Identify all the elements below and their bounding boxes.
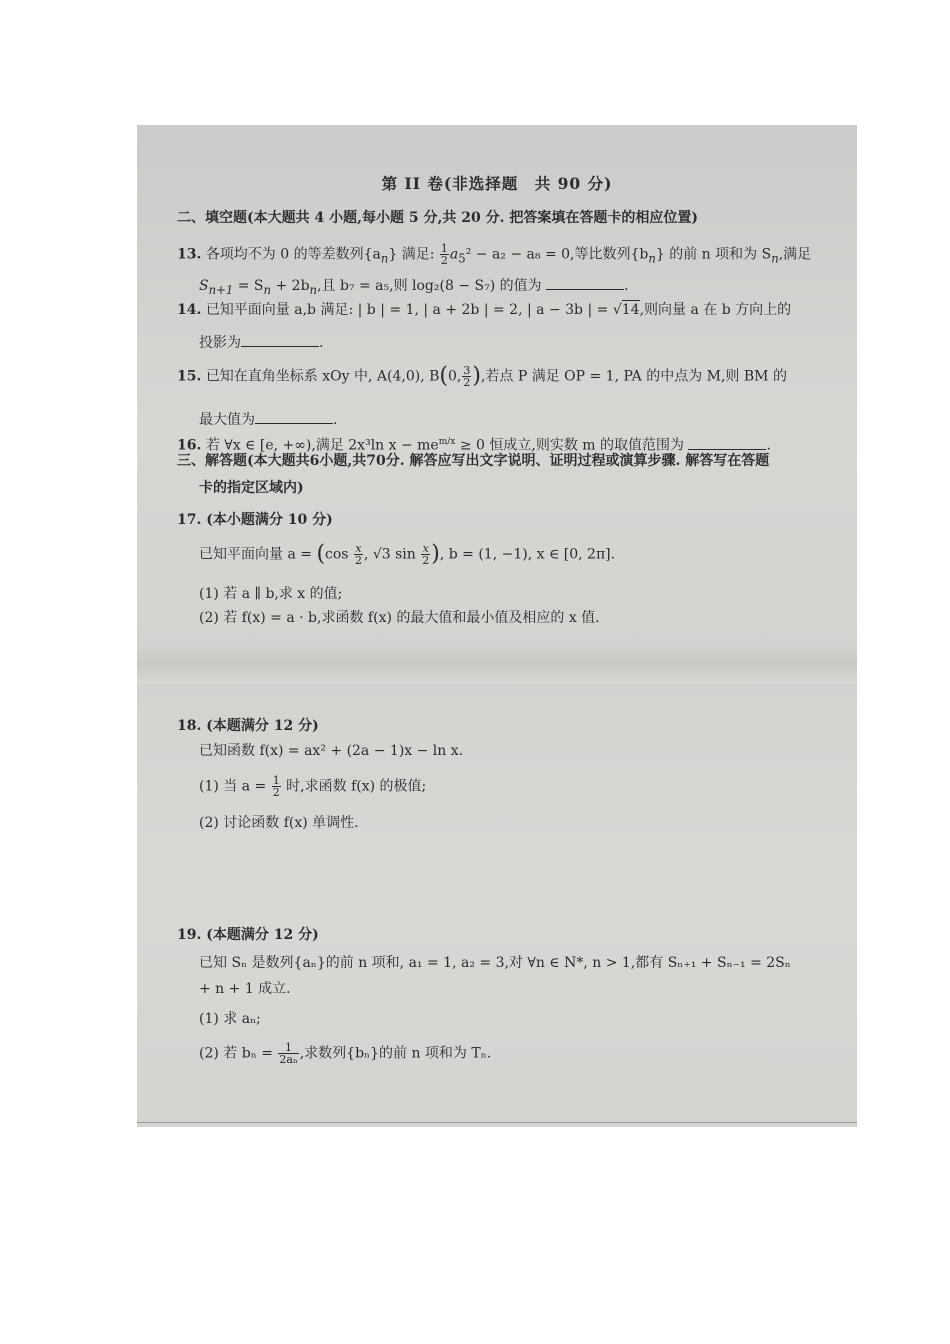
solve-section-heading-2: 卡的指定区域内) <box>199 480 304 496</box>
q13-number: 13. <box>177 246 202 263</box>
q14-number: 14. <box>177 302 202 318</box>
q17-part-1: (1) 若 a ∥ b,求 x 的值; <box>199 586 343 602</box>
solve-section-heading-1: 三、解答题(本大题共6小题,共70分. 解答应写出文字说明、证明过程或演算步骤. 解答写在答题 <box>177 453 770 469</box>
q17-fraction-2: $\frac{x}{2}$ <box>422 542 430 567</box>
fill-section-heading: 二、填空题(本大题共 4 小题,每小题 5 分,共 20 分. 把答案填在答题卡的相应位置) <box>177 210 698 226</box>
exam-paper <box>137 125 857 1127</box>
q13-fraction: $\frac{1}{2}$ <box>440 242 448 267</box>
q19-part-1: (1) 求 aₙ; <box>199 1011 261 1027</box>
q18-heading: 18. (本题满分 12 分) <box>177 718 319 734</box>
q19-fraction: $\frac{1}{\text{2aₙ}}$ <box>279 1041 298 1066</box>
q19-heading: 19. (本题满分 12 分) <box>177 927 319 943</box>
q16-line: 16. 若 ∀x ∈ [e, +∞),满足 2x³ln $x - me^{m/x} \ge 0$ 恒成立,则实数 m 的取值范围为 . <box>177 437 771 454</box>
q18-statement: 已知函数 f(x) = ax² + (2a − 1)x − ln x. <box>199 743 464 759</box>
q19-statement-2: + n + 1 成立. <box>199 981 291 997</box>
q14-answer-blank <box>241 334 319 347</box>
q18-part-2: (2) 讨论函数 f(x) 单调性. <box>199 815 359 831</box>
q15-line2: 最大值为 . <box>199 412 338 428</box>
q15-answer-blank <box>255 411 333 424</box>
q15-line1: 15. 已知在直角坐标系 xOy 中, A(4,0), B(0, $\frac{3}{2}$ ),若点 P 满足 OP = 1, PA 的中点为 M,则 BM 的 <box>177 363 787 389</box>
bottom-rule <box>137 1122 857 1123</box>
q19-part-2: (2) 若 bₙ = $\frac{1}{\text{2aₙ}}$ ,求数列{bₙ}的前 n 项和为 Tₙ. <box>199 1041 492 1066</box>
q18-part-1: (1) 当 a = $\frac{1}{2}$ 时,求函数 f(x) 的极值; <box>199 774 427 799</box>
q17-heading: 17. (本小题满分 10 分) <box>177 512 333 528</box>
q13-answer-blank <box>546 277 624 290</box>
q16-answer-blank <box>688 437 766 450</box>
q14-line1: 14. 已知平面向量 a,b 满足: | b | = 1, | a + 2b | = 2, | a − 3b | = √14,则向量 a 在 b 方向上的 <box>177 302 792 318</box>
q17-fraction-1: $\frac{x}{2}$ <box>354 542 362 567</box>
q19-statement-1: 已知 Sₙ 是数列{aₙ}的前 n 项和, a₁ = 1, a₂ = 3,对 ∀n ∈ N*, n > 1,都有 Sₙ₊₁ + Sₙ₋₁ = 2Sₙ <box>199 955 791 971</box>
q17-part-2: (2) 若 f(x) = a · b,求函数 f(x) 的最大值和最小值及相应的 x 值. <box>199 610 600 626</box>
q13-line1: 13. 各项均不为 0 的等差数列$\{a_n\}$ 满足: $\frac{1}{2}$ $a_5^2 - a_2 - a_8 = 0$,等比数列$\{b_n\}$ 的前 n 项和为 $S_n$,满足 <box>177 242 812 267</box>
paper-fold <box>137 645 857 683</box>
q18-fraction: $\frac{1}{2}$ <box>272 774 280 799</box>
page-title: 第 II 卷(非选择题 共 90 分) <box>381 174 613 193</box>
q15-fraction: $\frac{3}{2}$ <box>463 364 471 389</box>
q14-line2: 投影为 . <box>199 335 324 351</box>
q16-number: 16. <box>177 437 202 454</box>
q13-line2: $S_{n+1} = S_n + 2b_n$,且 b₇ = a₅,则 log₂(8 − S₇) 的值为 . <box>199 278 629 297</box>
q15-number: 15. <box>177 368 202 385</box>
q17-statement: 已知平面向量 a = (cos $\frac{x}{2}$ , √3 sin $\frac{x}{2}$ ), b = (1, −1), x ∈ [0, 2π]. <box>199 541 616 567</box>
